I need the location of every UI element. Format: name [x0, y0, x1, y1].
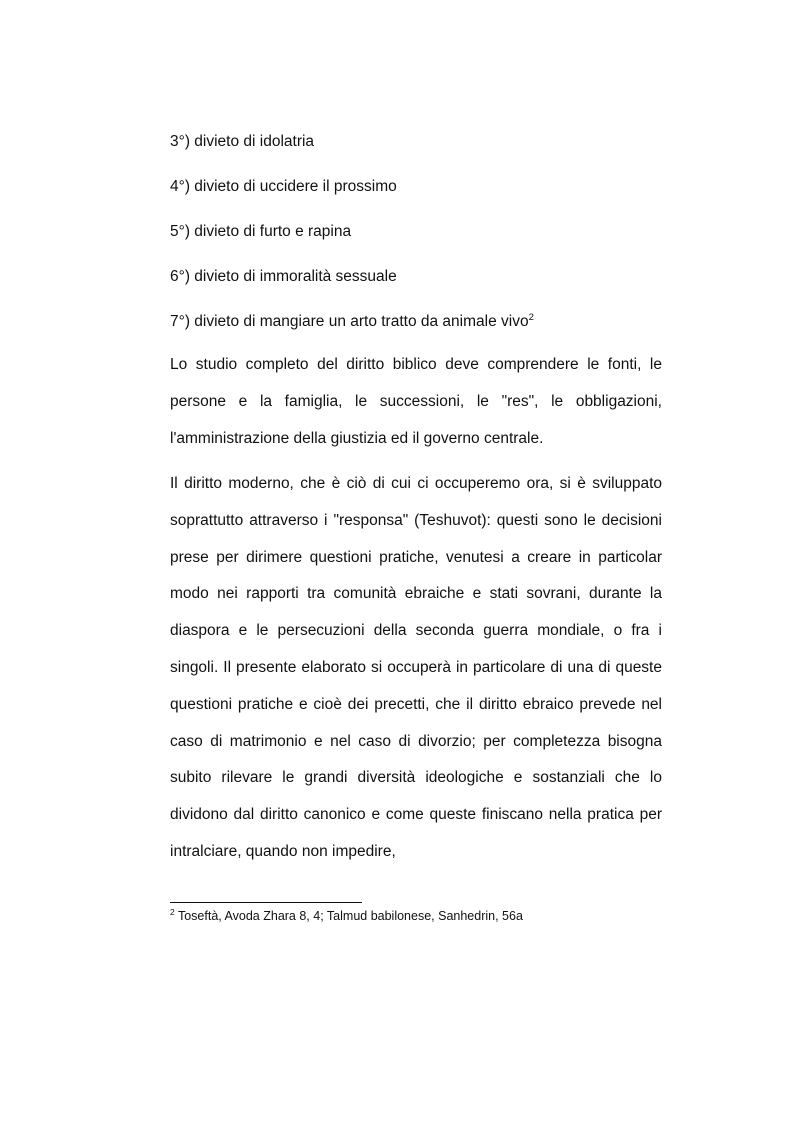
list-item-6	[170, 267, 397, 287]
list-item-text: 3°) divieto di idolatria	[170, 133, 315, 150]
list-item-5	[170, 222, 351, 242]
list-item-7	[170, 312, 534, 332]
footnote	[170, 907, 523, 925]
list-item-text: 5°) divieto di furto e rapina	[170, 223, 352, 240]
list-item-text: 6°) divieto di immoralità sessuale	[170, 268, 397, 285]
footnote-reference[interactable]: 2	[528, 311, 534, 323]
paragraph-diritto-biblico: Lo studio completo del diritto biblico deve comprendere le fonti, le persone e la famiglia, le successioni, le "res", le obbligazioni, l'amministrazione della giustizia ed il governo centrale.	[170, 356, 662, 447]
footnote-text: Toseftà, Avoda Zhara 8, 4; Talmud babilonese, Sanhedrin, 56a	[177, 909, 523, 923]
list-item-text: 7°) divieto di mangiare un arto tratto da animale vivo	[170, 313, 529, 330]
list-item-3	[170, 132, 314, 152]
paragraph-diritto-moderno: Il diritto moderno, che è ciò di cui ci occuperemo ora, si è sviluppato soprattutto attraverso i "responsa" (Teshuvot): questi sono le decisioni prese per dirimere questioni pratiche, venutesi a creare in particolar modo nei rapporti tra comunità ebraiche e stati sovrani, durante la diaspora e le persecuzioni della seconda guerra mondiale, o fra i singoli. Il presente elaborato si occuperà in particolare di una di queste questioni pratiche e cioè dei precetti, che il diritto ebraico prevede nel caso di matrimonio e nel caso di divorzio; per completezza bisogna subito rilevare le grandi diversità ideologiche e sostanziali che lo dividono dal diritto canonico e come queste finiscano nella pratica per intralciare, quando non impedire,	[170, 475, 662, 860]
footnote-separator	[170, 902, 362, 903]
list-item-4	[170, 177, 397, 197]
list-item-text: 4°) divieto di uccidere il prossimo	[170, 178, 397, 195]
footnote-number: 2	[170, 906, 175, 917]
